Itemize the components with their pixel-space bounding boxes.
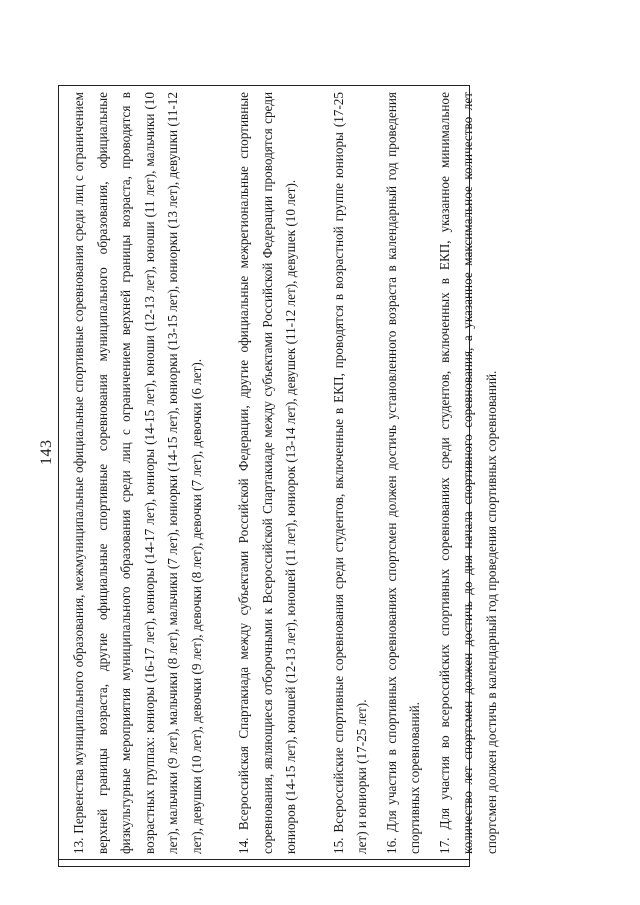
page-number: 143: [38, 439, 55, 465]
paragraph-16: 16. Для участия в спортивных соревнованиях спортсмен должен достичь установленного возраста в календарный год проведения спортивных соревнований.: [383, 92, 422, 854]
paragraph-14: 14. Всероссийская Спартакиада между субъектами Российской Федерации, другие официальные межрегиональные спортивные соревнования, являющиеся отборочными к Всероссийской Спартакиаде между субъектами Российской Федерации проводятся среди юниоров (14-15 лет), юношей (12-13 лет), юношей (11 лет), юниорок (13-14 лет), девушек (11-12 лет), девушек (10 лет).: [236, 92, 298, 854]
spacer: [208, 88, 232, 858]
spacer: [303, 88, 327, 858]
table-left-column: [59, 859, 469, 866]
paragraph-15: 15. Всероссийские спортивные соревнования среди студентов, включенные в ЕКП, проводятся в возрастной группе юниоры (17-25 лет) и юниорки (17-25 лет).: [330, 92, 369, 854]
paragraph-17: 17. Для участия во всероссийских спортивных соревнованиях среди студентов, включенных в ЕКП, указанное минимальное количество лет спортсмен должен достичь до дня начала спортивного соревнования, а указанное максимальное количество лет спортсмен должен достичь в календарный год проведения спортивных соревнований.: [436, 92, 499, 854]
document-table: [58, 85, 499, 867]
paragraph-13: 13. Первенства муниципального образования, межмуниципальные официальные спортивные соревнования среди лиц с ограничением верхней границы возраста, другие официальные спортивные соревнования муниципального образования, официальные физкультурные мероприятия муниципального образования среди лиц с ограничением верхней границы возраста, проводятся в возрастных группах: юниоры (16-17 лет), юниоры (14-17 лет), юниоры (14-15 лет), юноши (12-13 лет), юноши (11 лет), мальчики (10 лет), мальчики (9 лет), мальчики (8 лет), мальчики (7 лет), юниорки (14-15 лет), юниорки (13-15 лет), юниорки (13 лет), девушки (11-12 лет), девушки (10 лет), девочки (9 лет), девочки (8 лет), девочки (7 лет), девочки (6 лет).: [71, 92, 204, 854]
table-content-cell: [67, 88, 499, 858]
